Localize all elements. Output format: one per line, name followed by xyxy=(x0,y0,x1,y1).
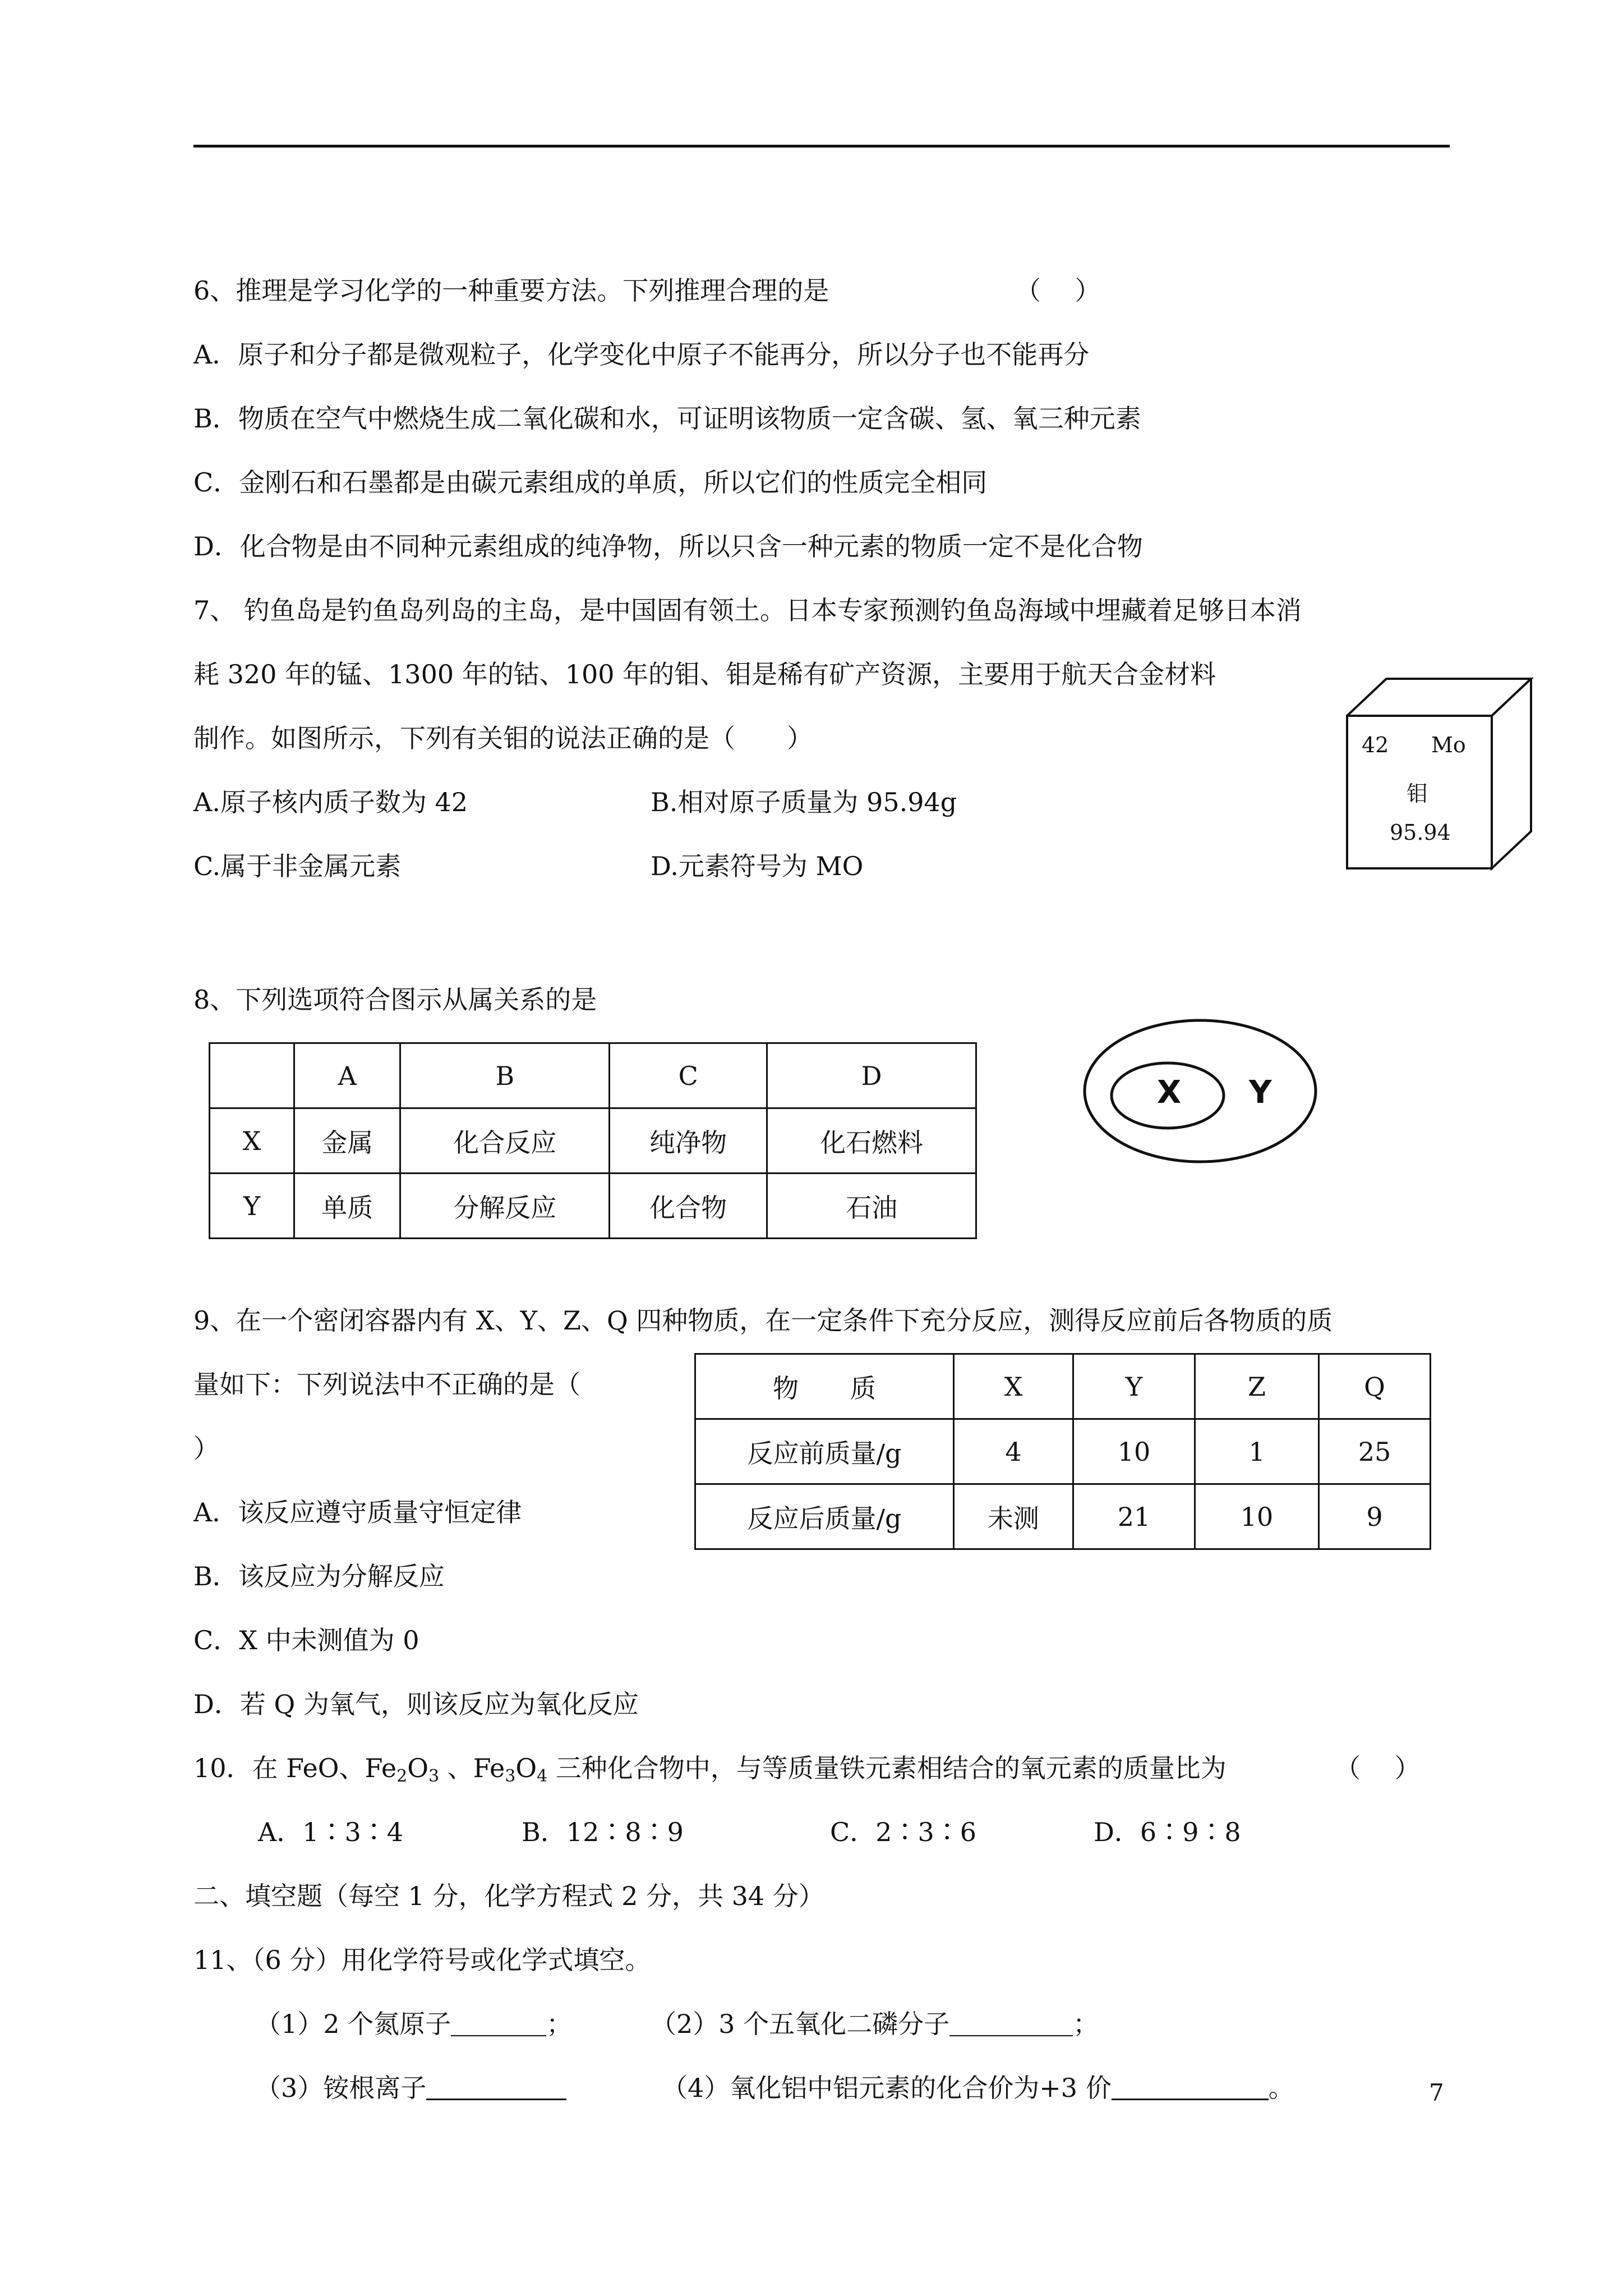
table-cell: Y xyxy=(1073,1354,1195,1419)
table-cell: Z xyxy=(1195,1354,1319,1419)
table-cell: 化石燃料 xyxy=(767,1108,976,1174)
element-atomic-mass: 95.94 xyxy=(1390,820,1451,845)
q11-part-3-label: （3）铵根离子 xyxy=(255,2073,427,2103)
q9-option-c: C．X 中未测值为 0 xyxy=(193,1625,419,1655)
table-row xyxy=(695,1484,1431,1549)
venn-ellipses xyxy=(1082,1018,1318,1164)
q10-sub-4: 4 xyxy=(537,1766,548,1786)
table-cell: B xyxy=(400,1043,610,1108)
q10-sub-2: 3 xyxy=(428,1766,440,1786)
table-row xyxy=(695,1354,1431,1419)
q7-option-c: C.属于非金属元素 xyxy=(193,851,402,881)
q6-option-c: C．金刚石和石墨都是由碳元素组成的单质，所以它们的性质完全相同 xyxy=(193,467,988,498)
q7-line-3: 制作。如图所示，下列有关钼的说法正确的是（ ） xyxy=(193,723,813,753)
q7-line-2: 耗 320 年的锰、1300 年的钴、100 年的钼、钼是稀有矿产资源，主要用于航天合金材料 xyxy=(193,659,1216,689)
q11-part-4 xyxy=(662,2071,1294,2105)
table-row xyxy=(695,1419,1431,1484)
q10-option-b: B．12∶8∶9 xyxy=(522,1817,684,1847)
q9-line-3: ） xyxy=(193,1433,219,1464)
q10-formula-1a: FeO、Fe xyxy=(286,1753,397,1783)
q10-formula-2b: O xyxy=(515,1753,537,1783)
q11-part-2 xyxy=(651,2007,1099,2041)
q6-option-a: A．原子和分子都是微观粒子，化学变化中原子不能再分，所以分子也不能再分 xyxy=(193,339,1090,370)
q10-option-d: D．6∶9∶8 xyxy=(1094,1817,1241,1847)
q10-separator: 、Fe xyxy=(439,1753,505,1783)
q11-part-4-end: 。 xyxy=(1268,2073,1294,2103)
q10-sub-1: 2 xyxy=(396,1766,408,1786)
table-cell xyxy=(210,1043,294,1108)
table-cell: 反应前质量/g xyxy=(695,1419,954,1484)
element-name: 钼 xyxy=(1407,781,1428,806)
table-cell: X xyxy=(210,1108,294,1174)
table-cell: 物 质 xyxy=(695,1354,954,1419)
q11-part-4-label: （4）氧化铝中铝元素的化合价为+3 价 xyxy=(662,2073,1112,2103)
table-cell: 化合物 xyxy=(610,1174,767,1239)
q8-stem: 8、下列选项符合图示从属关系的是 xyxy=(193,984,597,1015)
q10-prefix: 10．在 xyxy=(193,1753,287,1783)
q7-option-a: A.原子核内质子数为 42 xyxy=(193,787,468,817)
venn-inner-label: X xyxy=(1157,1074,1182,1111)
q11-part-3 xyxy=(255,2071,566,2105)
table-cell: 单质 xyxy=(294,1174,400,1239)
q11-part-2-end: ； xyxy=(1073,2009,1099,2039)
header-rule xyxy=(193,145,1450,148)
q10-formula-1b: O xyxy=(407,1753,428,1783)
table-cell: 4 xyxy=(954,1419,1073,1484)
q7-line-1: 7、 钓鱼岛是钓鱼岛列岛的主岛，是中国固有领土。日本专家预测钓鱼岛海域中埋藏着足够日本消 xyxy=(193,595,1302,625)
answer-blank-3[interactable] xyxy=(426,2076,566,2100)
table-cell: 纯净物 xyxy=(610,1108,767,1174)
q9-option-b: B．该反应为分解反应 xyxy=(193,1561,445,1591)
q8-options-table xyxy=(209,1042,977,1239)
table-cell: 21 xyxy=(1073,1484,1195,1549)
answer-blank-2[interactable] xyxy=(949,2013,1073,2036)
table-row xyxy=(210,1043,976,1108)
q10-answer-paren: （ ） xyxy=(1335,1753,1421,1783)
table-row xyxy=(210,1174,976,1239)
table-cell: 9 xyxy=(1319,1484,1431,1549)
table-row xyxy=(210,1108,976,1174)
table-cell: 金属 xyxy=(294,1108,400,1174)
q9-line-2: 量如下：下列说法中不正确的是（ xyxy=(193,1369,580,1400)
venn-outer-label: Y xyxy=(1249,1074,1272,1111)
q9-mass-table xyxy=(694,1353,1431,1550)
answer-blank-1[interactable] xyxy=(451,2013,546,2036)
q11-part-1 xyxy=(255,2007,572,2041)
table-cell: 10 xyxy=(1073,1419,1195,1484)
venn-diagram xyxy=(1082,1018,1318,1166)
table-cell: Y xyxy=(210,1174,294,1239)
table-cell: Q xyxy=(1319,1354,1431,1419)
q9-line-1: 9、在一个密闭容器内有 X、Y、Z、Q 四种物质，在一定条件下充分反应，测得反应前后各物质的质 xyxy=(193,1305,1333,1336)
element-symbol: Mo xyxy=(1431,733,1466,757)
page-number: 7 xyxy=(1429,2079,1444,2106)
table-cell: 未测 xyxy=(954,1484,1073,1549)
element-atomic-number: 42 xyxy=(1362,733,1389,757)
table-cell: C xyxy=(610,1043,767,1108)
q11-part-1-end: ； xyxy=(546,2009,573,2039)
molybdenum-element-cube xyxy=(1346,678,1537,876)
table-cell: D xyxy=(767,1043,976,1108)
q10-sub-3: 3 xyxy=(505,1766,516,1786)
q11-stem: 11、（6 分）用化学符号或化学式填空。 xyxy=(193,1945,651,1975)
q7-option-b: B.相对原子质量为 95.94g xyxy=(651,787,957,817)
table-cell: 反应后质量/g xyxy=(695,1484,954,1549)
q6-answer-paren: （ ） xyxy=(1015,275,1101,306)
q10-option-c: C．2∶3∶6 xyxy=(830,1817,976,1847)
q11-part-1-label: （1）2 个氮原子 xyxy=(255,2009,451,2039)
q10-rest: 三种化合物中，与等质量铁元素相结合的氧元素的质量比为 xyxy=(547,1753,1227,1783)
table-cell: 1 xyxy=(1195,1419,1319,1484)
q6-stem: 6、推理是学习化学的一种重要方法。下列推理合理的是 xyxy=(193,275,829,306)
table-cell: 分解反应 xyxy=(400,1174,610,1239)
table-cell: 石油 xyxy=(767,1174,976,1239)
answer-blank-4[interactable] xyxy=(1112,2076,1269,2100)
q7-option-d: D.元素符号为 MO xyxy=(651,851,864,881)
q10-stem xyxy=(193,1751,1227,1785)
table-cell: 化合反应 xyxy=(400,1108,610,1174)
table-cell: 25 xyxy=(1319,1419,1431,1484)
q10-option-a: A．1∶3∶4 xyxy=(258,1817,404,1847)
table-cell: A xyxy=(294,1043,400,1108)
q6-option-d: D．化合物是由不同种元素组成的纯净物，所以只含一种元素的物质一定不是化合物 xyxy=(193,531,1143,562)
q9-option-d: D．若 Q 为氧气，则该反应为氧化反应 xyxy=(193,1689,639,1719)
q9-option-a: A．该反应遵守质量守恒定律 xyxy=(193,1497,522,1527)
q11-part-2-label: （2）3 个五氧化二磷分子 xyxy=(651,2009,950,2039)
section-2-heading: 二、填空题（每空 1 分，化学方程式 2 分，共 34 分） xyxy=(193,1881,824,1911)
q6-option-b: B．物质在空气中燃烧生成二氧化碳和水，可证明该物质一定含碳、氢、氧三种元素 xyxy=(193,403,1141,434)
table-cell: X xyxy=(954,1354,1073,1419)
table-cell: 10 xyxy=(1195,1484,1319,1549)
